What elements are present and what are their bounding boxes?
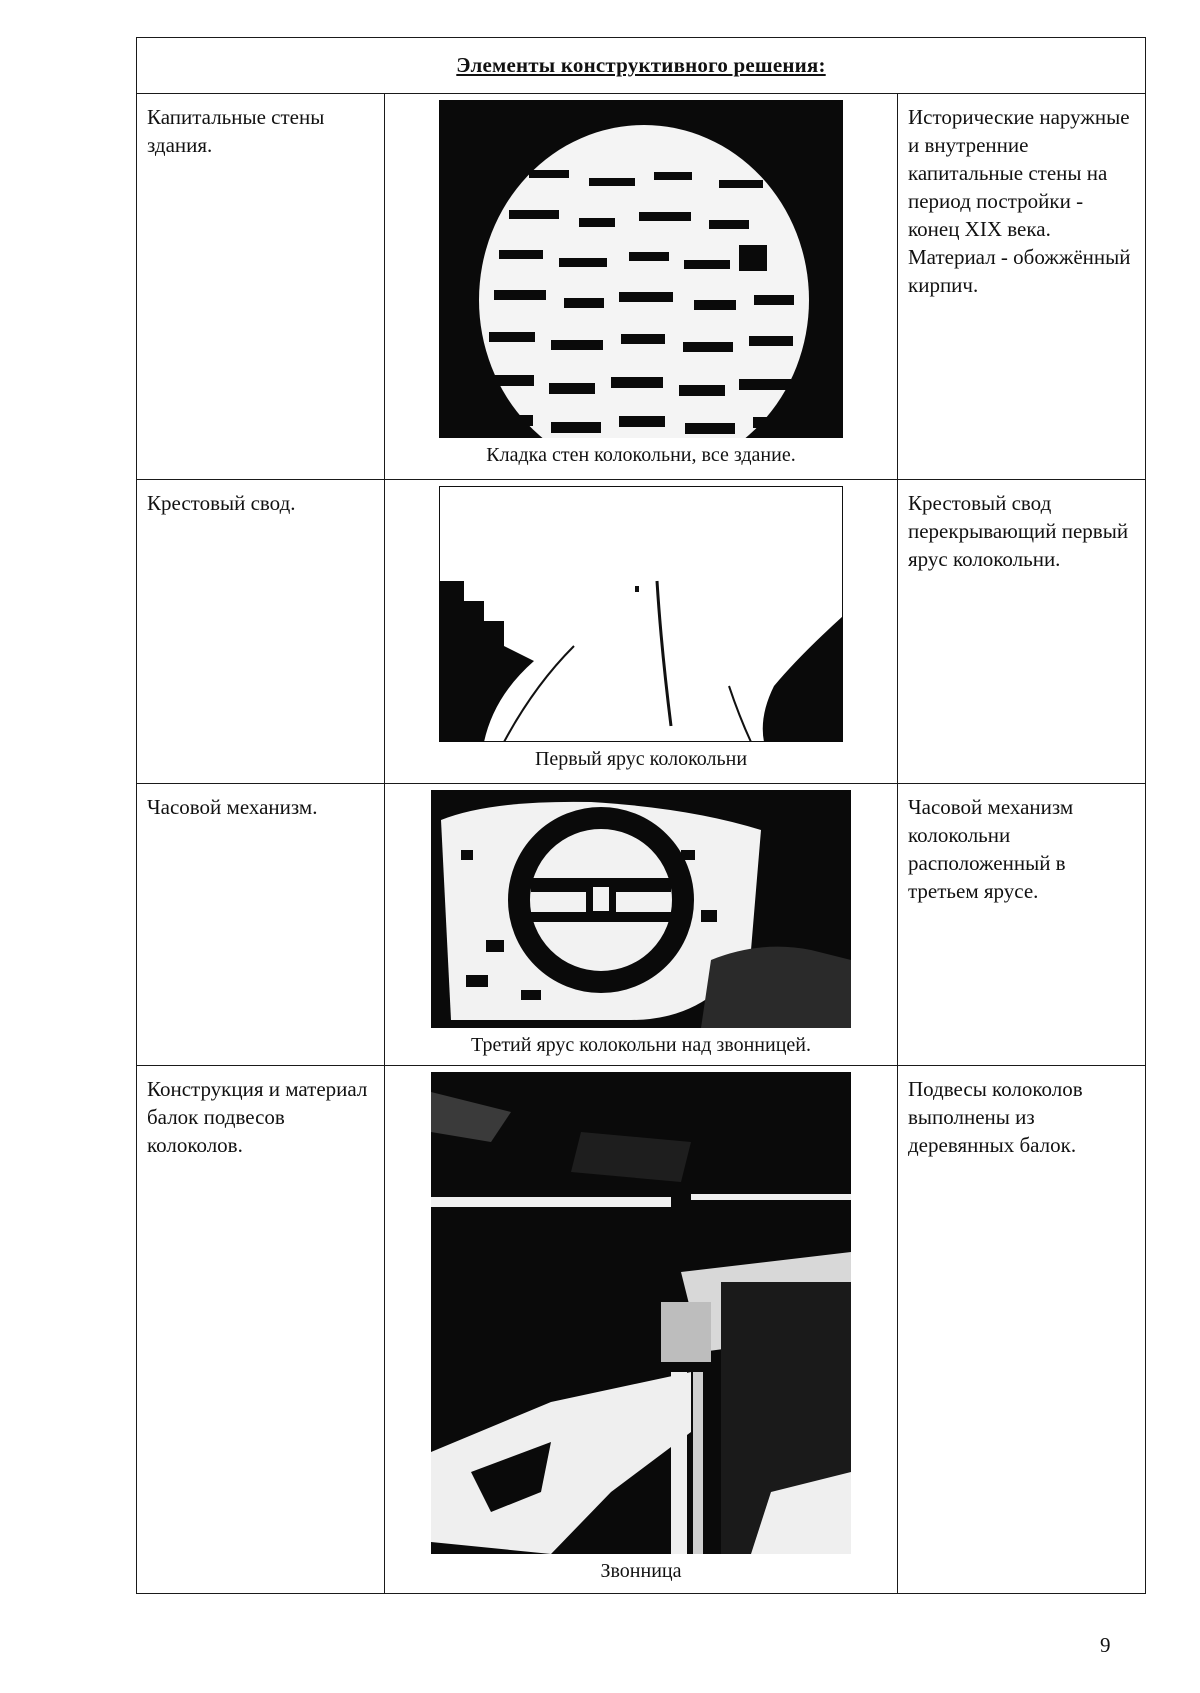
photo-cell (385, 1066, 898, 1594)
element-name-cell (137, 94, 385, 480)
table-row (137, 1066, 1146, 1594)
photo-cell (385, 480, 898, 784)
table-row (137, 480, 1146, 784)
table-header-cell (137, 38, 1146, 94)
element-description: Часовой механизм колокольни расположенный в третьем ярусе. (908, 795, 1074, 903)
description-cell (898, 94, 1146, 480)
page-number: 9 (1100, 1633, 1111, 1657)
photo-cross-vault (439, 486, 843, 742)
table-header-row (137, 38, 1146, 94)
photo-caption: Звонница (600, 1560, 682, 1582)
element-description: Подвесы колоколов выполнены из деревянных балок. (908, 1077, 1083, 1157)
description-cell (898, 784, 1146, 1066)
photo-cell (385, 94, 898, 480)
element-name-cell (137, 480, 385, 784)
construction-elements-table (136, 37, 1146, 1594)
photo-caption: Первый ярус колокольни (534, 748, 748, 770)
photo-brick-wall (439, 100, 843, 438)
element-name: Капитальные стены здания. (147, 105, 325, 157)
photo-clock-mechanism (431, 790, 851, 1028)
element-name: Часовой механизм. (147, 795, 318, 819)
photo-cell (385, 784, 898, 1066)
table-row (137, 784, 1146, 1066)
photo-caption: Третий ярус колокольни над звонницей. (470, 1034, 811, 1056)
table-title: Элементы конструктивного решения: (456, 53, 826, 77)
photo-belfry (431, 1072, 851, 1554)
element-name-cell (137, 784, 385, 1066)
element-description: Крестовый свод перекрывающий первый ярус колокольни. (908, 491, 1129, 571)
table-row (137, 94, 1146, 480)
element-name-cell (137, 1066, 385, 1594)
photo-caption: Кладка стен колокольни, все здание. (486, 444, 796, 466)
element-description: Исторические наружные и внутренние капитальные стены на период постройки - конец XIX века. Материал - обожжённый кирпич. (908, 105, 1131, 297)
description-cell (898, 480, 1146, 784)
element-name: Конструкция и материал балок подвесов колоколов. (147, 1077, 368, 1157)
element-name: Крестовый свод. (147, 491, 296, 515)
description-cell (898, 1066, 1146, 1594)
